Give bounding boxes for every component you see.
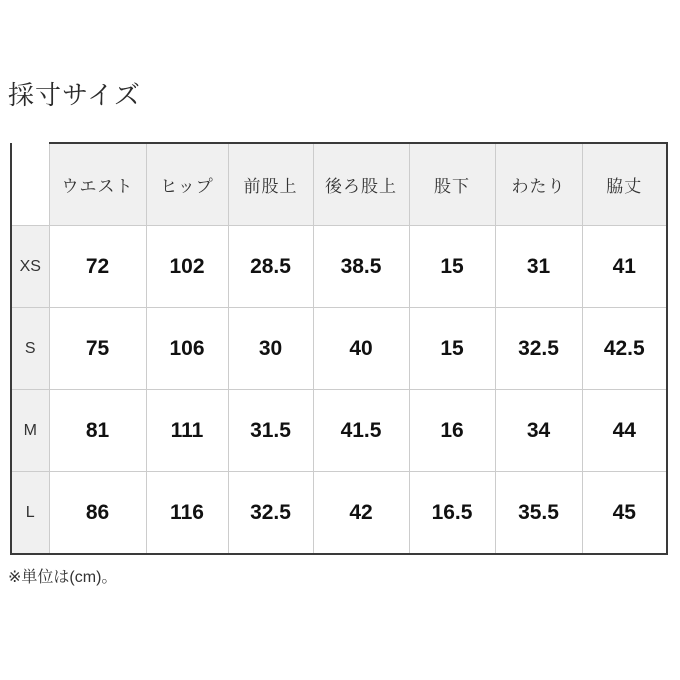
measurement-cell: 102: [146, 226, 228, 308]
measurement-cell: 34: [495, 390, 582, 472]
table-row: [11, 308, 667, 390]
measurement-cell: 31.5: [228, 390, 313, 472]
measurement-cell: 42: [313, 472, 409, 555]
measurement-cell: 32.5: [228, 472, 313, 555]
measurement-cell: 116: [146, 472, 228, 555]
size-label: M: [11, 390, 49, 472]
measurement-cell: 28.5: [228, 226, 313, 308]
table-body: [11, 226, 667, 555]
column-header: 脇丈: [582, 143, 667, 226]
column-header: 前股上: [228, 143, 313, 226]
column-header: 股下: [409, 143, 495, 226]
measurement-cell: 31: [495, 226, 582, 308]
size-label: S: [11, 308, 49, 390]
measurement-cell: 35.5: [495, 472, 582, 555]
column-header: ヒップ: [146, 143, 228, 226]
size-label: L: [11, 472, 49, 555]
measurement-cell: 75: [49, 308, 146, 390]
table-header-row: [11, 143, 667, 226]
measurement-cell: 111: [146, 390, 228, 472]
column-header: わたり: [495, 143, 582, 226]
measurement-cell: 15: [409, 226, 495, 308]
measurement-cell: 86: [49, 472, 146, 555]
table-row: [11, 390, 667, 472]
measurement-cell: 40: [313, 308, 409, 390]
measurement-cell: 38.5: [313, 226, 409, 308]
table-row: [11, 472, 667, 555]
measurement-cell: 16: [409, 390, 495, 472]
size-measurement-table: [10, 142, 668, 555]
table-header: [11, 143, 667, 226]
measurement-cell: 30: [228, 308, 313, 390]
unit-footnote: ※単位は(cm)。: [8, 569, 118, 586]
table-row: [11, 226, 667, 308]
measurement-cell: 15: [409, 308, 495, 390]
measurement-cell: 32.5: [495, 308, 582, 390]
measurement-cell: 42.5: [582, 308, 667, 390]
measurement-cell: 41.5: [313, 390, 409, 472]
measurement-cell: 45: [582, 472, 667, 555]
corner-cell: [11, 143, 49, 226]
size-label: XS: [11, 226, 49, 308]
measurement-cell: 72: [49, 226, 146, 308]
page-title: 採寸サイズ: [8, 80, 141, 110]
column-header: 後ろ股上: [313, 143, 409, 226]
measurement-cell: 41: [582, 226, 667, 308]
measurement-cell: 106: [146, 308, 228, 390]
column-header: ウエスト: [49, 143, 146, 226]
measurement-cell: 81: [49, 390, 146, 472]
measurement-cell: 16.5: [409, 472, 495, 555]
measurement-cell: 44: [582, 390, 667, 472]
